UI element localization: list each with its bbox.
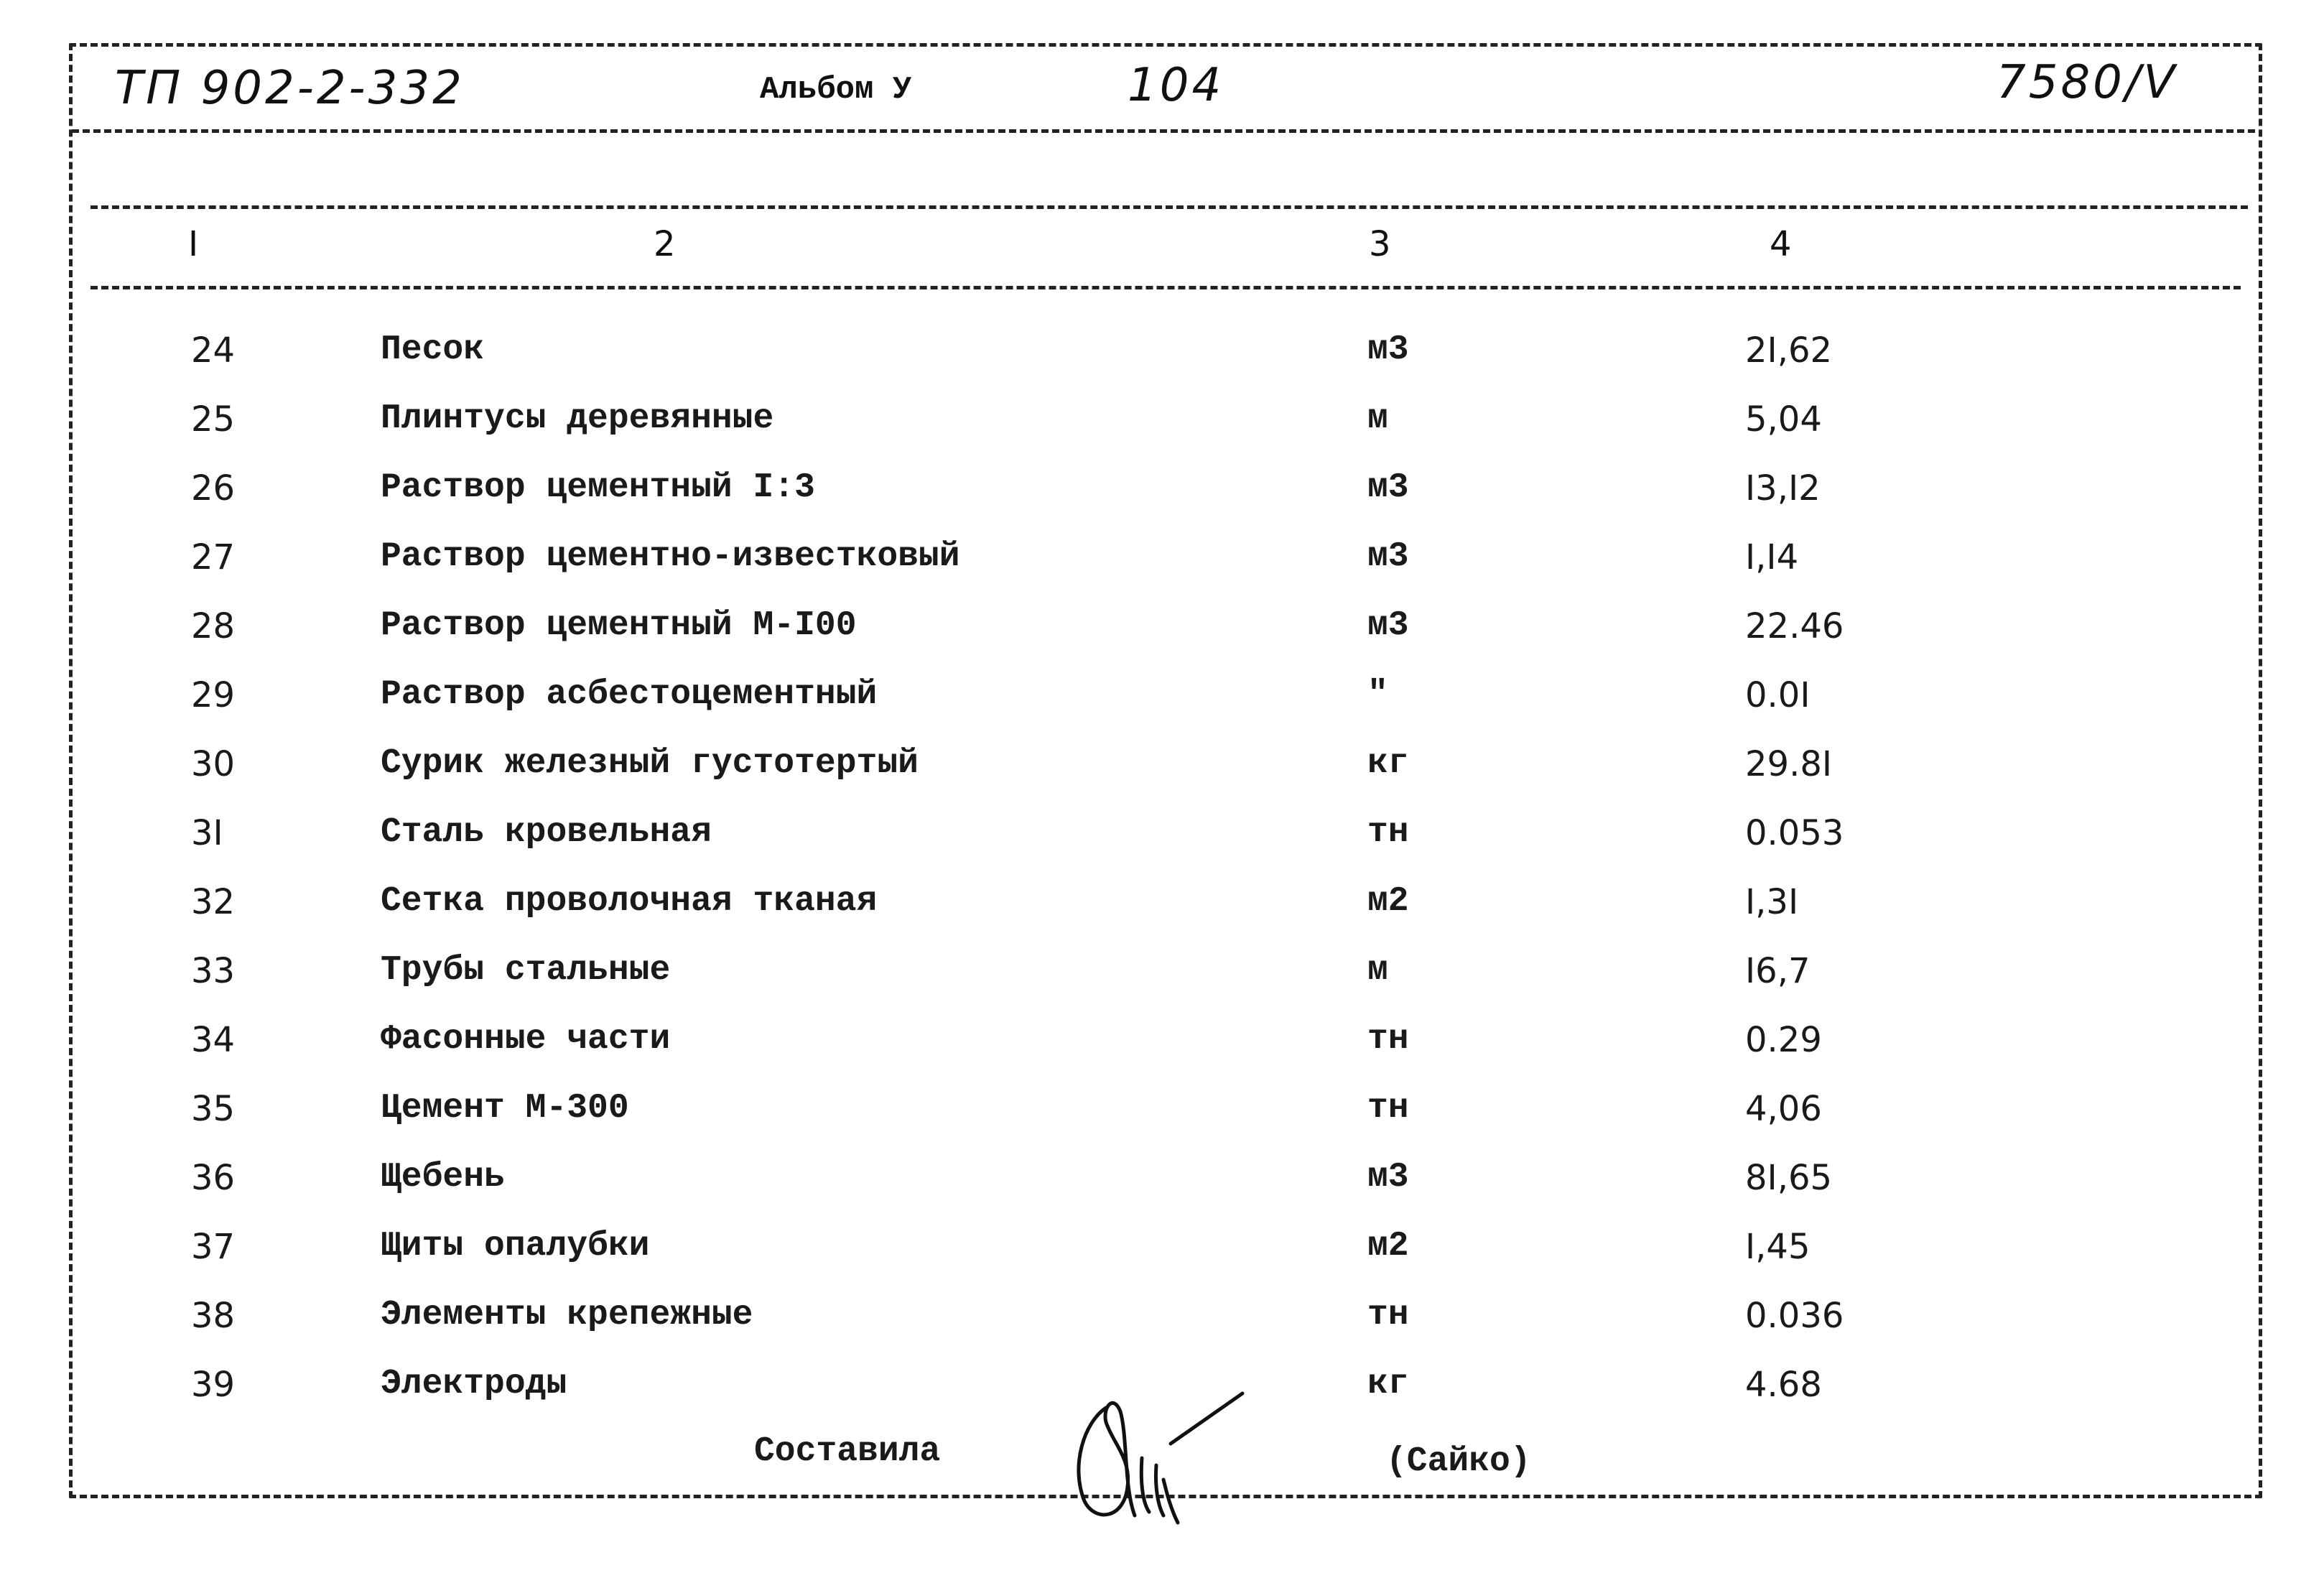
unit: " — [1367, 675, 1388, 714]
material-name: Цемент М-300 — [381, 1089, 629, 1128]
table-row — [0, 606, 2324, 675]
quantity: 29.8I — [1745, 744, 1833, 784]
unit: тн — [1367, 1089, 1409, 1128]
table-top-rule — [90, 205, 2248, 209]
table-row — [0, 744, 2324, 813]
table-row — [0, 1158, 2324, 1227]
unit: тн — [1367, 1296, 1409, 1335]
column-number-3: 3 — [1369, 224, 1391, 264]
quantity: 2I,62 — [1745, 330, 1833, 371]
column-number-4: 4 — [1770, 224, 1792, 264]
quantity: 4.68 — [1745, 1365, 1822, 1405]
unit: м3 — [1367, 330, 1409, 369]
table-row — [0, 1296, 2324, 1365]
material-name: Сталь кровельная — [381, 813, 712, 852]
table-row — [0, 882, 2324, 951]
table-row — [0, 675, 2324, 744]
material-name: Щиты опалубки — [381, 1227, 650, 1266]
unit: м3 — [1367, 1158, 1409, 1197]
unit: кг — [1367, 744, 1409, 783]
document-number: 7580/V — [1997, 56, 2178, 109]
table-row — [0, 468, 2324, 537]
signature-mark — [1056, 1379, 1271, 1537]
material-name: Раствор асбестоцементный — [381, 675, 878, 714]
quantity: I6,7 — [1745, 951, 1811, 991]
row-number: 30 — [191, 744, 236, 784]
column-header-rule — [90, 286, 2241, 289]
unit: м — [1367, 399, 1388, 438]
row-number: 3I — [191, 813, 223, 853]
table-row — [0, 813, 2324, 882]
material-name: Фасонные части — [381, 1020, 671, 1059]
quantity: 0.29 — [1745, 1020, 1822, 1060]
quantity: 4,06 — [1745, 1089, 1822, 1129]
row-number: 32 — [191, 882, 236, 922]
row-number: 37 — [191, 1227, 236, 1267]
quantity: 0.0I — [1745, 675, 1811, 715]
table-row — [0, 330, 2324, 399]
unit: м — [1367, 951, 1388, 990]
unit: м2 — [1367, 1227, 1409, 1266]
unit: м3 — [1367, 606, 1409, 645]
quantity: I,3I — [1745, 882, 1799, 922]
project-code: ТП 902-2-332 — [115, 62, 465, 115]
material-name: Раствор цементно-известковый — [381, 537, 960, 576]
unit: кг — [1367, 1365, 1409, 1403]
row-number: 29 — [191, 675, 236, 715]
material-name: Песок — [381, 330, 485, 369]
quantity: 22.46 — [1745, 606, 1844, 646]
compiler-name: (Сайко) — [1386, 1442, 1531, 1481]
unit: м2 — [1367, 882, 1409, 921]
table-row — [0, 399, 2324, 468]
row-number: 39 — [191, 1365, 236, 1405]
header-divider — [72, 129, 2255, 133]
material-name: Электроды — [381, 1365, 567, 1403]
quantity: 0.053 — [1745, 813, 1844, 853]
row-number: 33 — [191, 951, 236, 991]
unit: м3 — [1367, 537, 1409, 576]
table-row — [0, 951, 2324, 1020]
table-row — [0, 537, 2324, 606]
table-row — [0, 1020, 2324, 1089]
column-number-1: I — [188, 224, 199, 264]
page-number: 104 — [1128, 59, 1224, 112]
row-number: 38 — [191, 1296, 236, 1336]
material-name: Сетка проволочная тканая — [381, 882, 878, 921]
row-number: 24 — [191, 330, 236, 371]
row-number: 26 — [191, 468, 236, 509]
quantity: I3,I2 — [1745, 468, 1821, 509]
unit: тн — [1367, 813, 1409, 852]
table-body — [0, 330, 2324, 1437]
quantity: 5,04 — [1745, 399, 1822, 440]
material-name: Раствор цементный I:3 — [381, 468, 815, 507]
table-row — [0, 1089, 2324, 1158]
quantity: 0.036 — [1745, 1296, 1844, 1336]
album-label: Альбом У — [760, 72, 912, 108]
row-number: 25 — [191, 399, 236, 440]
material-name: Щебень — [381, 1158, 505, 1197]
material-name: Сурик железный густотертый — [381, 744, 919, 783]
unit: м3 — [1367, 468, 1409, 507]
row-number: 36 — [191, 1158, 236, 1198]
material-name: Раствор цементный М-I00 — [381, 606, 857, 645]
row-number: 28 — [191, 606, 236, 646]
quantity: I,45 — [1745, 1227, 1811, 1267]
row-number: 27 — [191, 537, 236, 577]
table-row — [0, 1227, 2324, 1296]
row-number: 34 — [191, 1020, 236, 1060]
quantity: 8I,65 — [1745, 1158, 1833, 1198]
material-name: Элементы крепежные — [381, 1296, 753, 1335]
material-name: Плинтусы деревянные — [381, 399, 774, 438]
material-name: Трубы стальные — [381, 951, 671, 990]
column-number-2: 2 — [654, 224, 676, 264]
compiled-by-label: Составила — [754, 1432, 941, 1471]
unit: тн — [1367, 1020, 1409, 1059]
row-number: 35 — [191, 1089, 236, 1129]
quantity: I,I4 — [1745, 537, 1799, 577]
